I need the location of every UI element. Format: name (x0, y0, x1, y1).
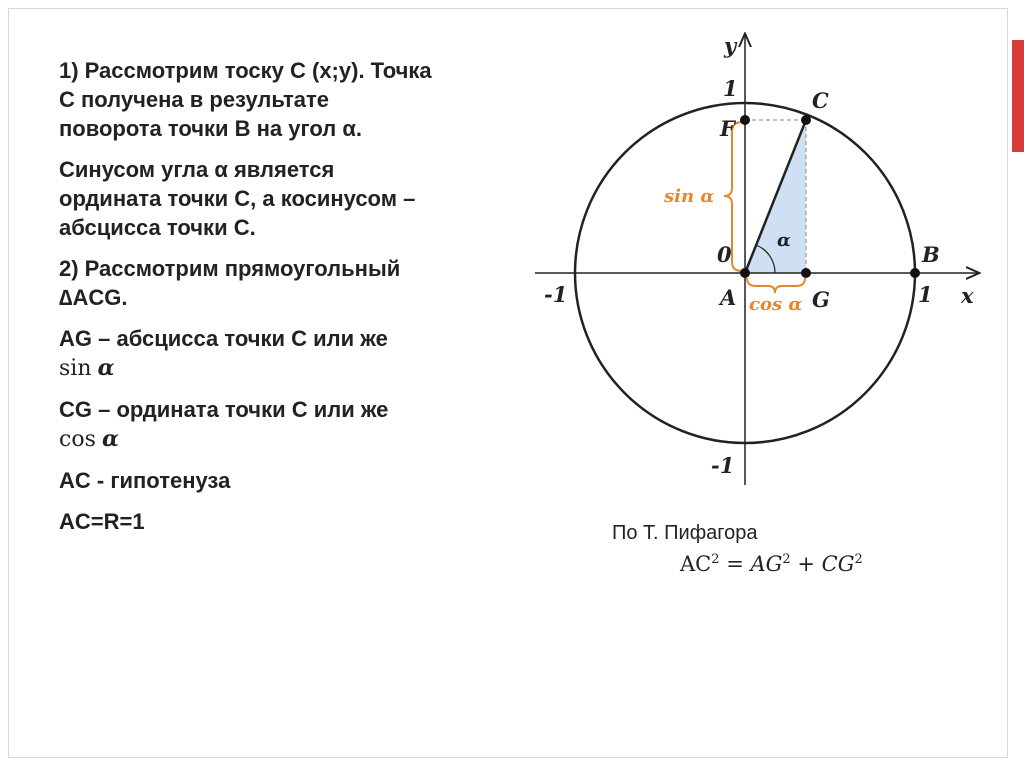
text-line: AC=R=1 (59, 509, 145, 534)
paragraph-r (59, 507, 539, 536)
paragraph-cg (59, 395, 539, 454)
paragraph-1 (59, 56, 539, 143)
text-line: поворота точки В на угол α. (59, 116, 363, 141)
paragraph-3 (59, 254, 539, 312)
cos-brace (747, 278, 805, 293)
formula-exp: 2 (711, 552, 720, 567)
text-line: CG – ордината точки С или же (59, 397, 389, 422)
formula-eq: = (719, 552, 751, 576)
math-fn: sin (59, 356, 92, 381)
point-g (801, 268, 811, 278)
formula-plus: + (790, 552, 822, 576)
formula-term-cg: CG (821, 552, 855, 576)
cos-label: cos α (749, 294, 803, 315)
text-line: С получена в результате (59, 87, 329, 112)
tick-label-minus1-x: -1 (544, 282, 568, 307)
math-arg: α (101, 426, 119, 452)
pythagoras-formula (680, 552, 863, 576)
x-axis-label: x (961, 283, 974, 308)
text-line: 1) Рассмотрим тоску С (x;y). Точка (59, 58, 432, 83)
label-b: B (922, 242, 940, 267)
slide-text (59, 56, 539, 548)
paragraph-ag (59, 324, 539, 383)
tick-label-1-x: 1 (918, 282, 933, 307)
unit-circle-diagram (530, 30, 990, 490)
text-line: ∆ACG. (59, 285, 128, 310)
accent-bar (1012, 40, 1024, 152)
tick-label-1-y: 1 (723, 76, 738, 101)
text-line: AC - гипотенуза (59, 468, 231, 493)
alpha-label: α (777, 230, 791, 251)
point-b (910, 268, 920, 278)
origin-label: 0 (717, 242, 732, 267)
text-line: Синусом угла α является (59, 157, 335, 182)
label-g: G (812, 287, 830, 312)
sin-label: sin α (664, 186, 715, 207)
formula-exp: 2 (854, 552, 863, 567)
text-line: AG – абсцисса точки С или же (59, 326, 388, 351)
text-line: абсцисса точки С. (59, 215, 256, 240)
label-f: F (720, 116, 735, 141)
text-line: 2) Рассмотрим прямоугольный (59, 256, 401, 281)
formula-lhs: AC (680, 552, 712, 576)
math-arg: α (97, 355, 115, 381)
tick-label-minus1-y: -1 (711, 453, 735, 478)
point-a (740, 268, 750, 278)
pythagoras-caption: По Т. Пифагора (612, 522, 758, 544)
label-c: C (812, 88, 829, 113)
point-f (740, 115, 750, 125)
math-fn: cos (59, 427, 96, 452)
label-a: A (720, 285, 737, 310)
text-line: ордината точки С, а косинусом – (59, 186, 416, 211)
point-c (801, 115, 811, 125)
formula-exp: 2 (782, 552, 791, 567)
formula-term-ag: AG (750, 552, 783, 576)
paragraph-hyp (59, 466, 539, 495)
paragraph-2 (59, 155, 539, 242)
y-axis-label: y (724, 33, 737, 58)
